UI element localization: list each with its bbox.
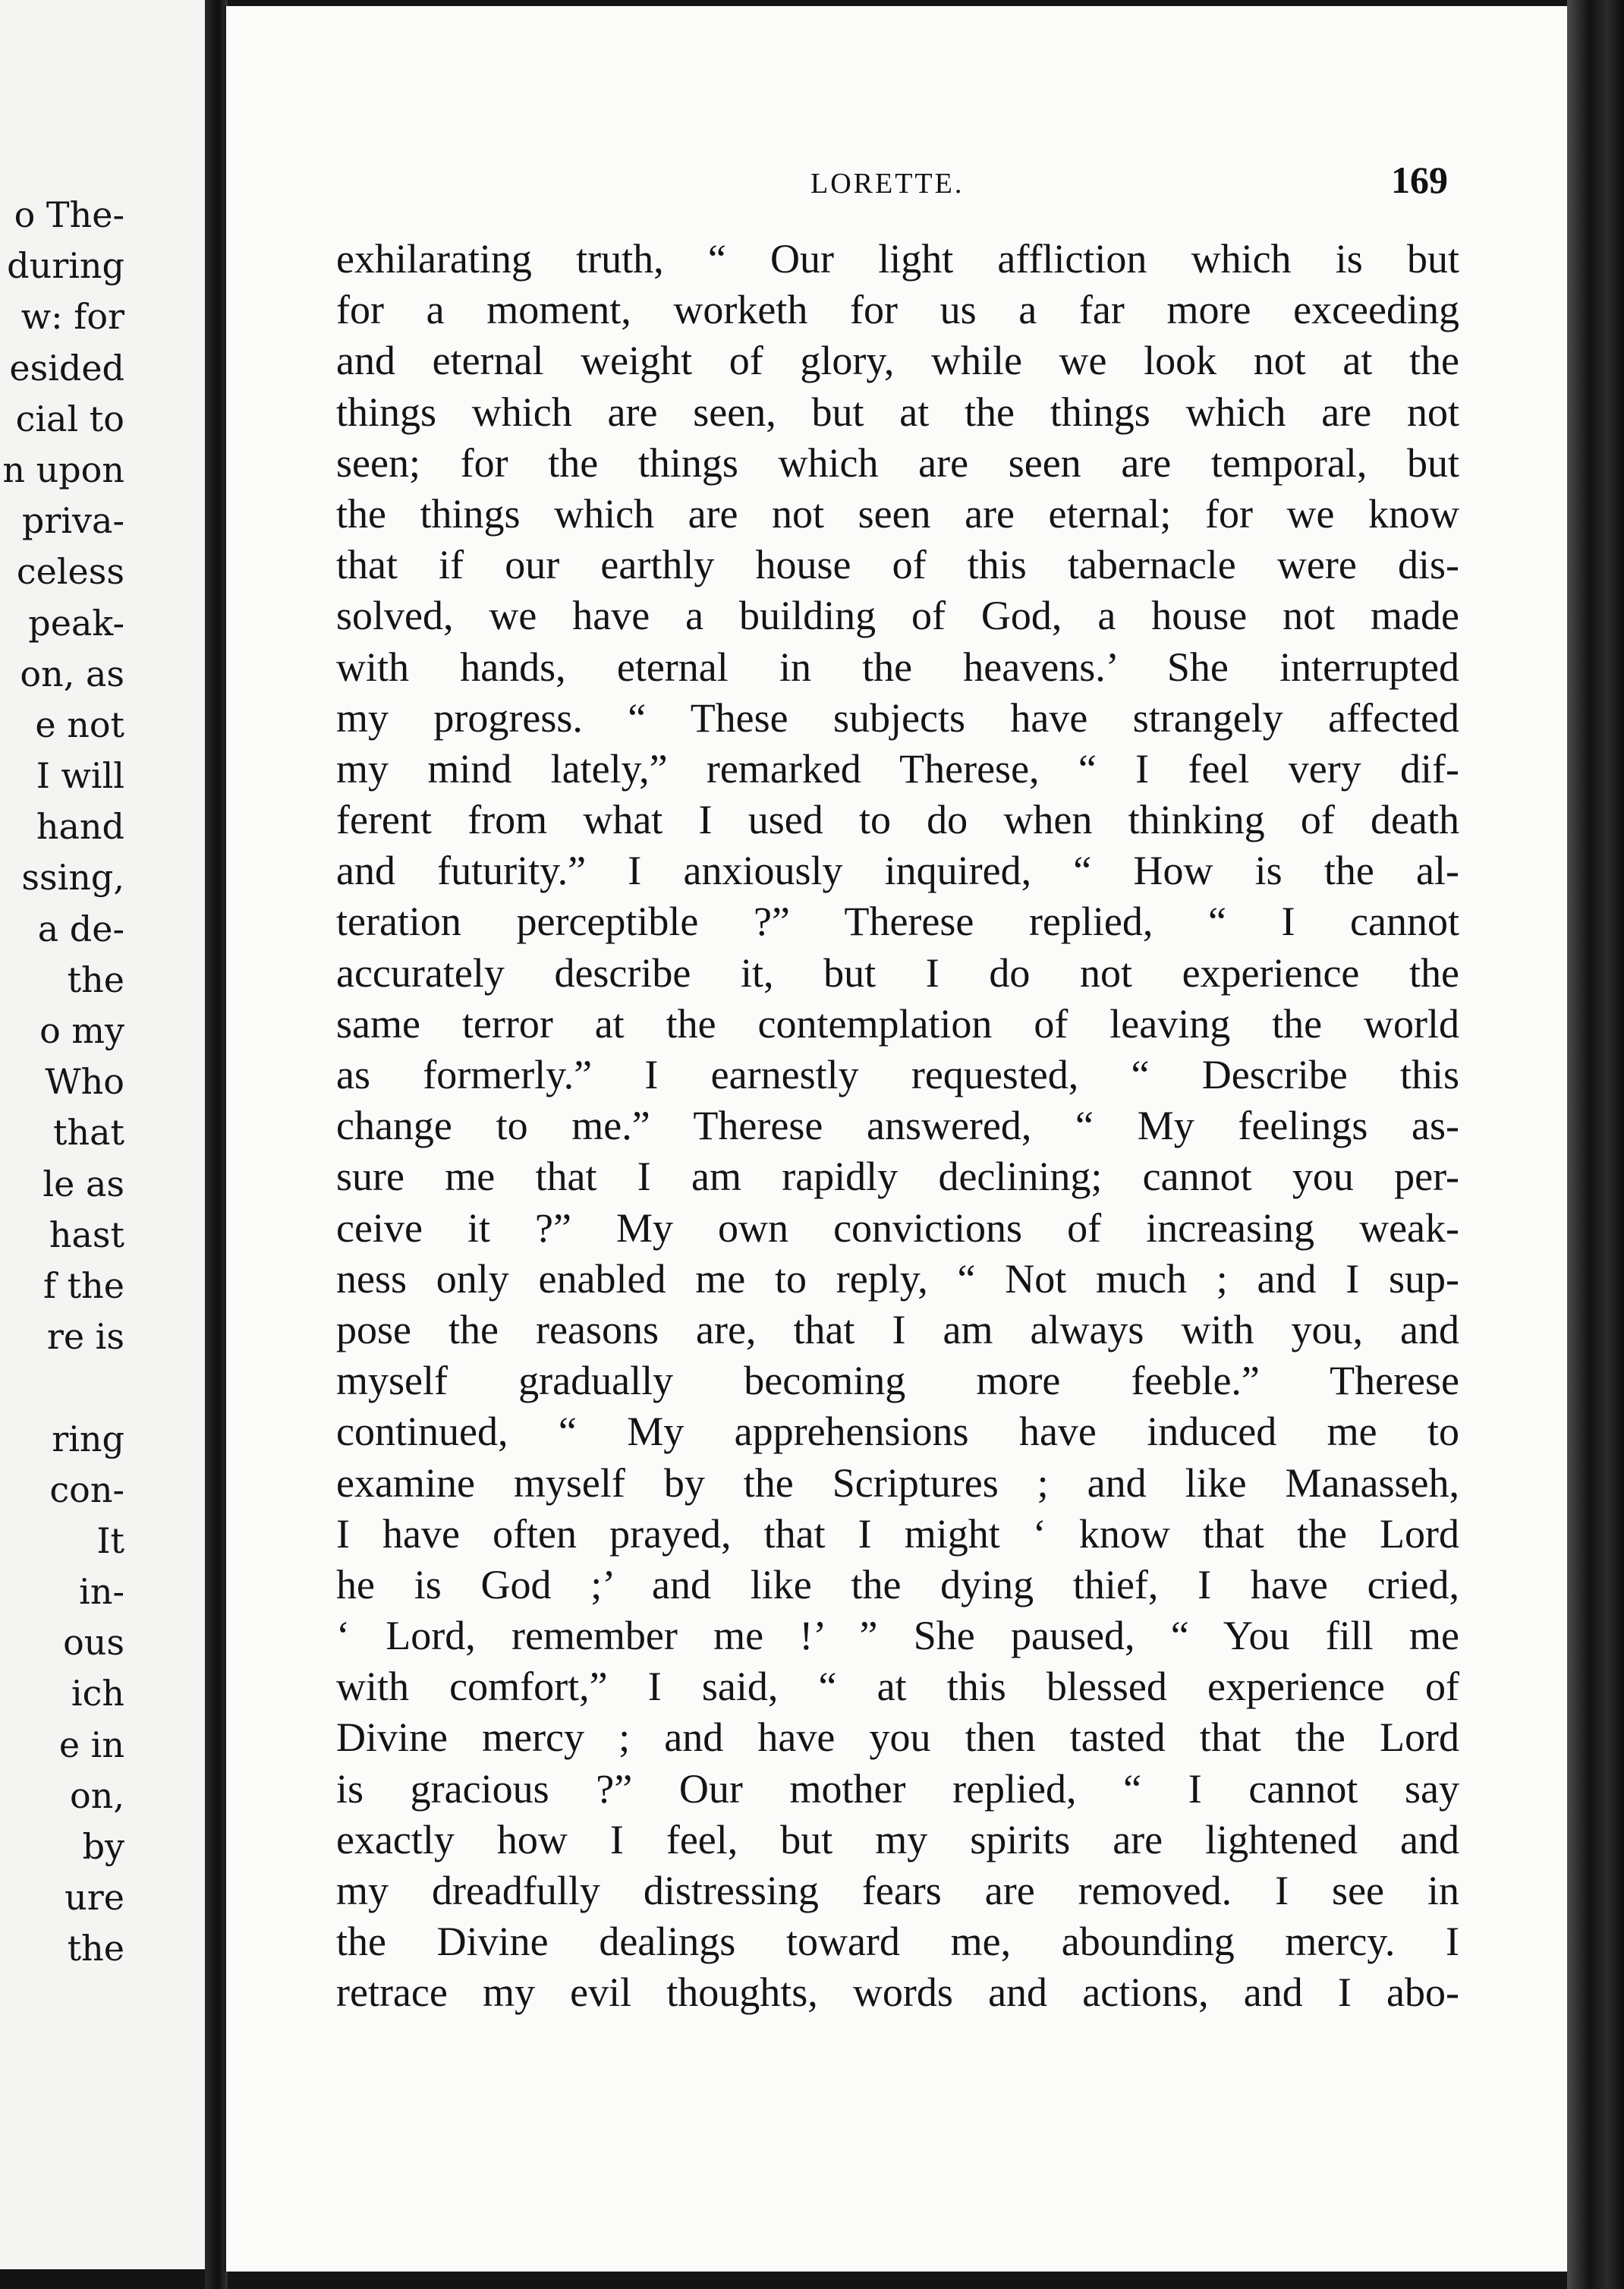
page-edge bbox=[1567, 0, 1624, 2289]
left-page-line: ich bbox=[71, 1673, 124, 1714]
text-line: exactly how I feel, but my spirits are lightened and bbox=[336, 1816, 1459, 1862]
text-line: the Divine dealings toward me, abounding mercy. I bbox=[336, 1919, 1459, 1965]
left-page-line: the bbox=[67, 1928, 124, 1969]
text-line: examine myself by the Scriptures ; and like Manasseh, bbox=[336, 1459, 1459, 1506]
left-page-line: on, as bbox=[20, 653, 124, 694]
body-text bbox=[336, 234, 1459, 2019]
text-line: ferent from what I used to do when thinking of death bbox=[336, 797, 1459, 843]
text-line: retrace my evil thoughts, words and actions, and I abo- bbox=[336, 1969, 1459, 2016]
left-page-line: o my bbox=[39, 1010, 124, 1051]
left-page-line: ure bbox=[65, 1877, 124, 1919]
left-page-line: in- bbox=[79, 1571, 124, 1613]
running-title: LORETTE. bbox=[810, 168, 965, 200]
text-line: same terror at the contemplation of leaving the world bbox=[336, 1000, 1459, 1047]
left-page-line: celess bbox=[16, 551, 124, 593]
text-line: sure me that I am rapidly declining; cannot you per- bbox=[336, 1154, 1459, 1200]
text-line: my mind lately,” remarked Therese, “ I feel very dif- bbox=[336, 745, 1459, 792]
text-line: with comfort,” I said, “ at this blessed experience of bbox=[336, 1664, 1459, 1710]
left-page-line: hast bbox=[49, 1214, 124, 1255]
left-page-line: ous bbox=[63, 1622, 124, 1664]
left-page-line: peak- bbox=[28, 602, 124, 644]
left-page-line: le as bbox=[42, 1163, 124, 1204]
text-line: continued, “ My apprehensions have induced me to bbox=[336, 1409, 1459, 1455]
left-page-line: cial to bbox=[15, 398, 124, 439]
left-page-line: by bbox=[82, 1826, 124, 1867]
right-page bbox=[224, 6, 1569, 2272]
left-page-line: esided bbox=[9, 347, 124, 389]
text-line: things which are seen, but at the things which are not bbox=[336, 389, 1459, 435]
left-page-line: e in bbox=[58, 1724, 124, 1765]
text-line: teration perceptible ?” Therese replied, “ I cannot bbox=[336, 899, 1459, 945]
text-line: ness only enabled me to reply, “ Not much ; and I sup- bbox=[336, 1255, 1459, 1302]
left-page-line: ssing, bbox=[21, 857, 124, 899]
left-page-line: hand bbox=[36, 806, 124, 848]
text-line: that if our earthly house of this tabernacle were dis- bbox=[336, 542, 1459, 588]
text-line: he is God ;’ and like the dying thief, I have cried, bbox=[336, 1561, 1459, 1607]
left-page bbox=[0, 0, 216, 2269]
text-line: I have often prayed, that I might ‘ know that the Lord bbox=[336, 1510, 1459, 1557]
text-line: myself gradually becoming more feeble.” Therese bbox=[336, 1358, 1459, 1404]
left-page-line: f the bbox=[43, 1264, 124, 1306]
page-number: 169 bbox=[1391, 159, 1448, 201]
text-line: seen; for the things which are seen are temporal, but bbox=[336, 439, 1459, 486]
text-line: ceive it ?” My own convictions of increasing weak- bbox=[336, 1204, 1459, 1251]
left-page-line: that bbox=[52, 1112, 124, 1154]
left-page-line: e not bbox=[35, 704, 124, 745]
text-line: Divine mercy ; and have you then tasted that the Lord bbox=[336, 1714, 1459, 1761]
text-line: exhilarating truth, “ Our light affliction which is but bbox=[336, 236, 1459, 282]
left-page-line: on, bbox=[70, 1774, 124, 1816]
left-page-line: priva- bbox=[21, 500, 124, 542]
text-line: is gracious ?” Our mother replied, “ I cannot say bbox=[336, 1765, 1459, 1812]
left-page-line: during bbox=[7, 245, 124, 287]
left-page-line: It bbox=[96, 1519, 124, 1561]
text-line: and futurity.” I anxiously inquired, “ How is the al- bbox=[336, 848, 1459, 894]
text-line: for a moment, worketh for us a far more exceeding bbox=[336, 287, 1459, 333]
text-line: and eternal weight of glory, while we look not at the bbox=[336, 338, 1459, 384]
left-page-line: a de- bbox=[37, 908, 124, 949]
text-line: with hands, eternal in the heavens.’ She interrupted bbox=[336, 644, 1459, 690]
text-line: my dreadfully distressing fears are removed. I see in bbox=[336, 1868, 1459, 1913]
text-line: my progress. “ These subjects have strangely affected bbox=[336, 694, 1459, 741]
text-line: pose the reasons are, that I am always with you, and bbox=[336, 1306, 1459, 1352]
text-line: as formerly.” I earnestly requested, “ Describe this bbox=[336, 1052, 1459, 1097]
left-page-line: the bbox=[67, 959, 124, 1000]
text-line: ‘ Lord, remember me !’ ” She paused, “ You fill me bbox=[336, 1613, 1459, 1659]
text-line: change to me.” Therese answered, “ My feelings as- bbox=[336, 1103, 1459, 1149]
left-page-line: con- bbox=[49, 1469, 124, 1510]
left-page-line: n upon bbox=[2, 449, 124, 490]
left-page-line: o The- bbox=[14, 194, 124, 235]
left-page-line: Who bbox=[45, 1061, 124, 1103]
left-page-line: I will bbox=[36, 755, 124, 797]
left-page-line: w: for bbox=[20, 296, 124, 338]
left-page-text bbox=[0, 190, 124, 1975]
text-line: accurately describe it, but I do not experience the bbox=[336, 949, 1459, 996]
text-line: solved, we have a building of God, a house not made bbox=[336, 593, 1459, 639]
left-page-line bbox=[0, 1362, 124, 1413]
running-header bbox=[226, 158, 1569, 203]
text-line: the things which are not seen are eternal; for we know bbox=[336, 490, 1459, 537]
left-page-line: ring bbox=[52, 1418, 124, 1459]
left-page-line: re is bbox=[46, 1316, 124, 1358]
